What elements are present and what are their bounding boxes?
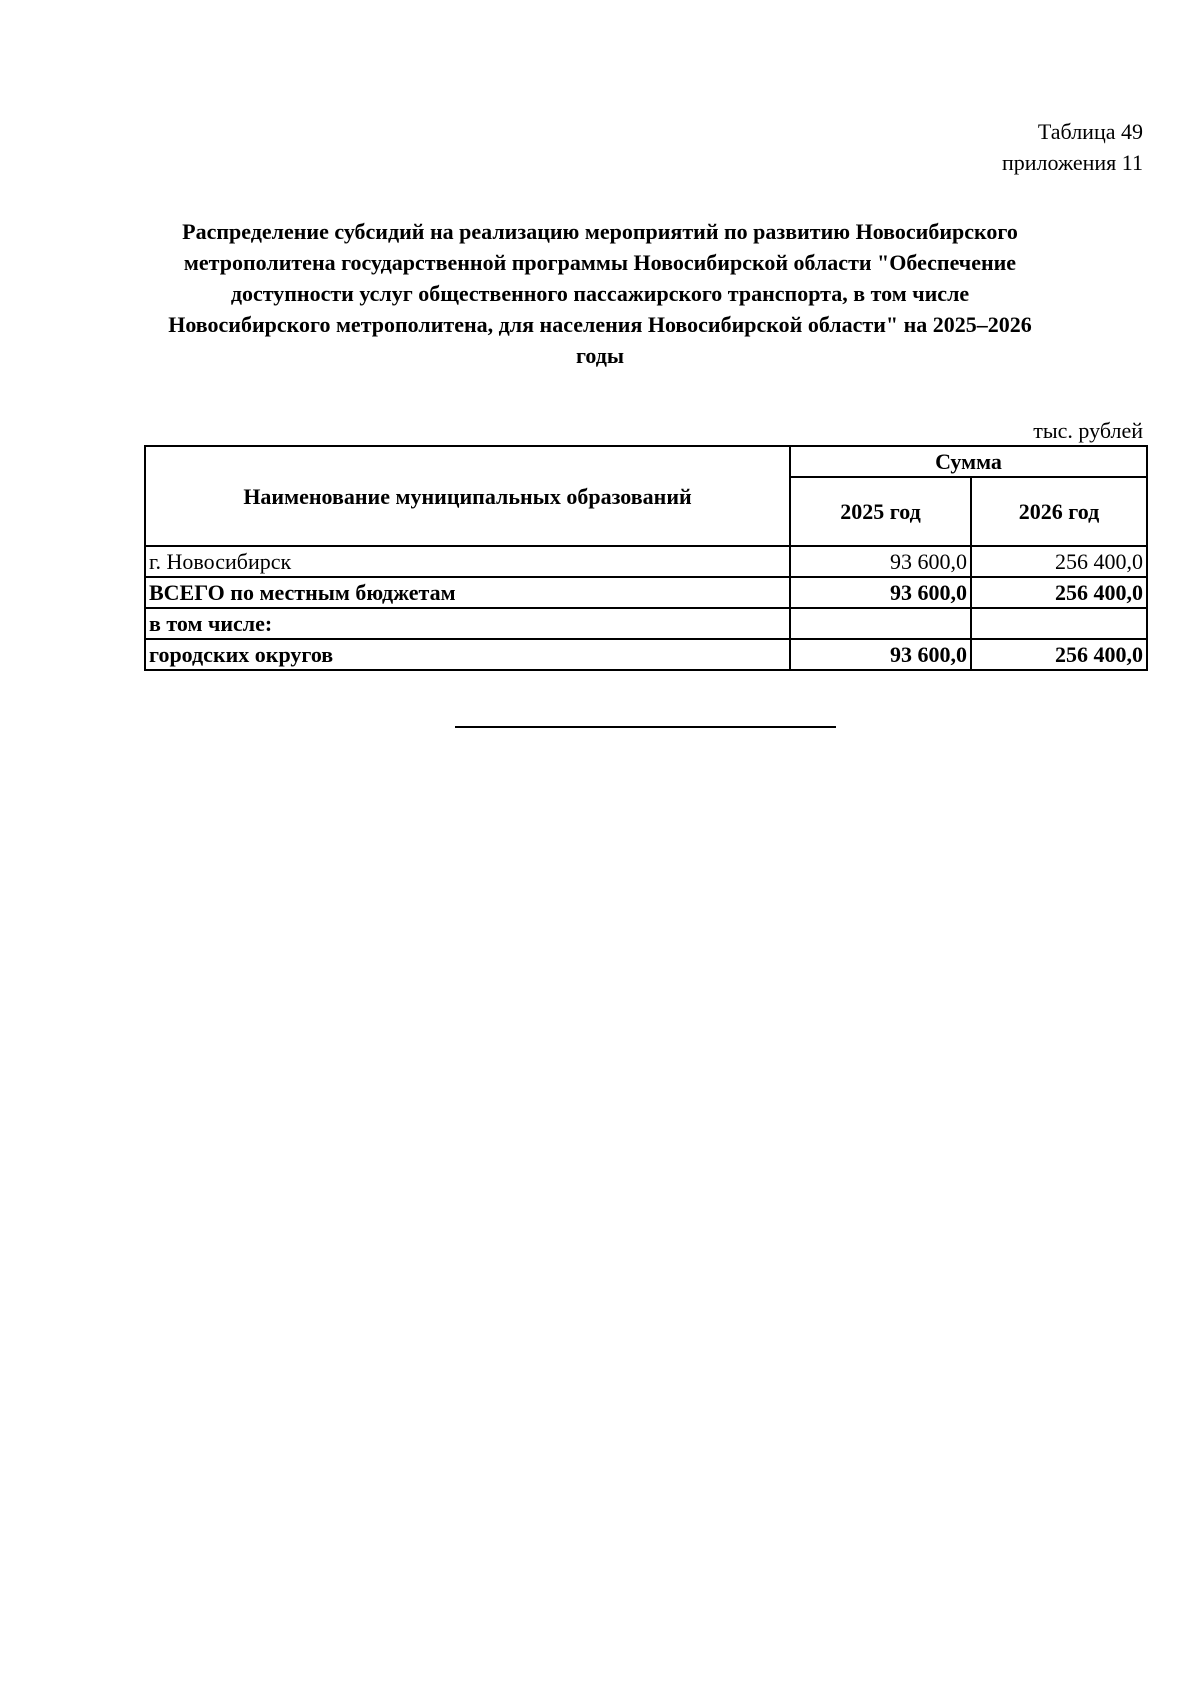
column-header-2025: 2025 год bbox=[790, 477, 971, 546]
value-2026: 256 400,0 bbox=[971, 577, 1147, 608]
table-row-including bbox=[145, 608, 1147, 639]
municipality-name: ВСЕГО по местным бюджетам bbox=[145, 577, 790, 608]
value-2026: 256 400,0 bbox=[971, 546, 1147, 577]
column-header-2026: 2026 год bbox=[971, 477, 1147, 546]
title-line: доступности услуг общественного пассажирского транспорта, в том числе bbox=[230, 281, 970, 306]
value-2026 bbox=[971, 608, 1147, 639]
subsidy-table bbox=[144, 445, 1148, 671]
table-row-total bbox=[145, 577, 1147, 608]
value-2025 bbox=[790, 608, 971, 639]
value-2026: 256 400,0 bbox=[971, 639, 1147, 670]
end-separator-line bbox=[455, 726, 836, 728]
title-line: метрополитена государственной программы Новосибирской области "Обеспечение bbox=[183, 250, 1017, 275]
value-2025: 93 600,0 bbox=[790, 577, 971, 608]
value-2025: 93 600,0 bbox=[790, 639, 971, 670]
title-line: годы bbox=[575, 343, 625, 368]
units-label: тыс. рублей bbox=[1033, 418, 1143, 443]
column-header-sum: Сумма bbox=[790, 446, 1147, 477]
table-reference bbox=[1002, 116, 1143, 178]
title-line: Распределение субсидий на реализацию мероприятий по развитию Новосибирского bbox=[182, 219, 1018, 244]
table-row-city-districts bbox=[145, 639, 1147, 670]
title-line: Новосибирского метрополитена, для населения Новосибирской области" на 2025–2026 bbox=[168, 312, 1032, 337]
municipality-name: г. Новосибирск bbox=[145, 546, 790, 577]
municipality-name: в том числе: bbox=[145, 608, 790, 639]
document-title bbox=[150, 216, 1050, 371]
value-2025: 93 600,0 bbox=[790, 546, 971, 577]
column-header-municipality: Наименование муниципальных образований bbox=[145, 446, 790, 546]
table-row bbox=[145, 546, 1147, 577]
appendix-reference: приложения 11 bbox=[1001, 150, 1143, 175]
municipality-name: городских округов bbox=[145, 639, 790, 670]
table-number: Таблица 49 bbox=[1037, 119, 1143, 144]
